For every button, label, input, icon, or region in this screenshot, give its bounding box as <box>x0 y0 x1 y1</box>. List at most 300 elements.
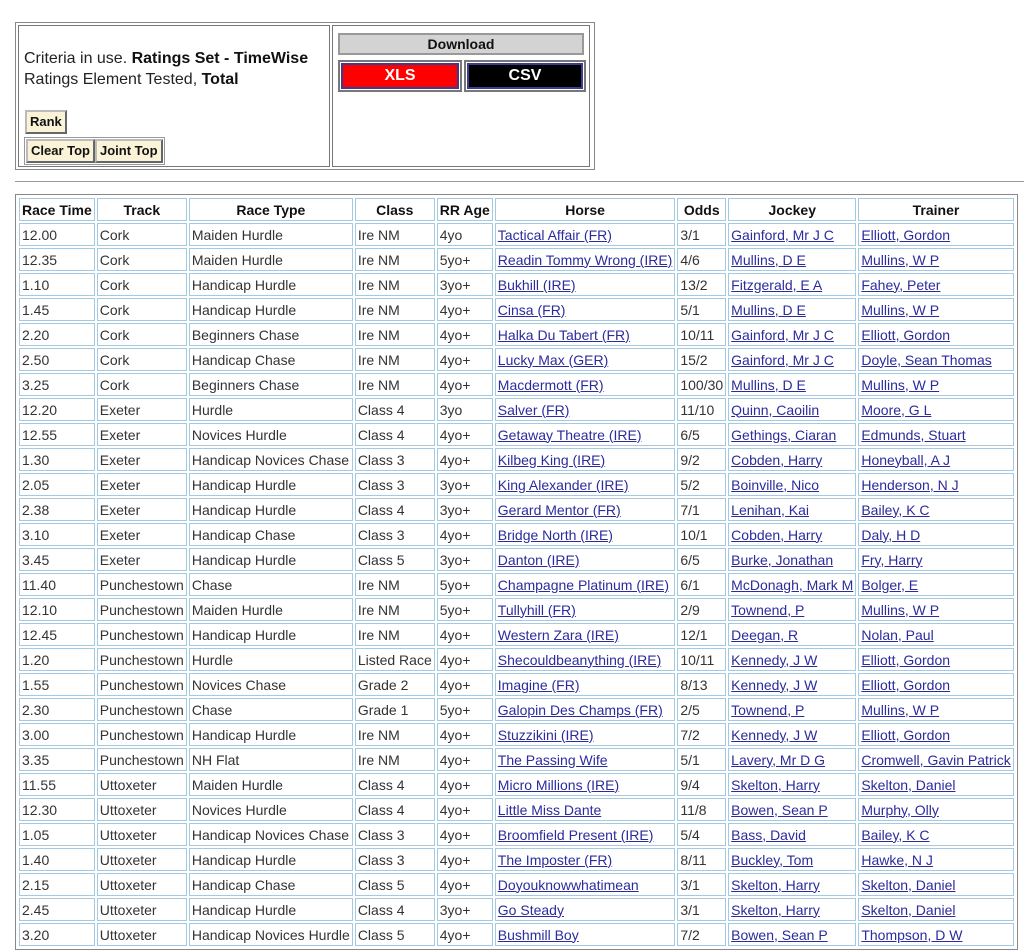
table-row <box>19 223 1014 246</box>
race-time-cell: 1.10 <box>19 273 95 296</box>
race-type-cell: Handicap Hurdle <box>189 498 353 521</box>
jockey-link[interactable]: Mullins, D E <box>731 251 806 268</box>
rr-age-cell: 4yo+ <box>437 423 493 446</box>
race-type-cell: Handicap Hurdle <box>189 848 353 871</box>
race-type-cell: Hurdle <box>189 398 353 421</box>
ratings-element-value: Total <box>201 71 239 88</box>
track-cell: Cork <box>97 223 187 246</box>
race-time-cell: 1.55 <box>19 673 95 696</box>
class-cell: Ire NM <box>355 223 435 246</box>
race-type-cell: Chase <box>189 573 353 596</box>
track-cell: Uttoxeter <box>97 798 187 821</box>
jockey-link[interactable]: Mullins, D E <box>731 376 806 393</box>
jockey-cell <box>728 448 856 471</box>
xls-button-frame <box>338 60 462 92</box>
track-cell: Uttoxeter <box>97 823 187 846</box>
horse-link[interactable]: Western Zara (IRE) <box>497 626 619 643</box>
trainer-cell <box>858 498 1013 521</box>
race-type-cell: Handicap Hurdle <box>189 898 353 921</box>
rr-age-cell: 4yo+ <box>437 523 493 546</box>
trainer-link[interactable]: Mullins, W P <box>861 376 940 393</box>
track-cell: Punchestown <box>97 598 187 621</box>
jockey-cell <box>728 648 856 671</box>
race-type-cell: Handicap Novices Chase <box>189 448 353 471</box>
odds-cell: 13/2 <box>677 273 726 296</box>
jockey-link[interactable]: Townend, P <box>731 601 805 618</box>
track-cell: Cork <box>97 273 187 296</box>
race-type-cell: Novices Chase <box>189 673 353 696</box>
odds-cell: 12/1 <box>677 623 726 646</box>
rr-age-cell: 4yo+ <box>437 648 493 671</box>
table-row <box>19 398 1014 421</box>
rr-age-cell: 4yo+ <box>437 673 493 696</box>
table-row <box>19 523 1014 546</box>
class-cell: Class 4 <box>355 423 435 446</box>
odds-cell: 10/1 <box>677 523 726 546</box>
table-row <box>19 273 1014 296</box>
trainer-cell <box>858 673 1013 696</box>
jockey-cell <box>728 573 856 596</box>
horse-cell <box>495 898 676 921</box>
jockey-cell <box>728 848 856 871</box>
column-header-track: Track <box>97 198 187 221</box>
class-cell: Class 3 <box>355 448 435 471</box>
table-row <box>19 848 1014 871</box>
track-cell: Punchestown <box>97 698 187 721</box>
rr-age-cell: 4yo+ <box>437 823 493 846</box>
trainer-link[interactable]: Edmunds, Stuart <box>861 426 966 443</box>
horse-cell <box>495 848 676 871</box>
horse-link[interactable]: Gerard Mentor (FR) <box>497 501 621 518</box>
trainer-link[interactable]: Elliott, Gordon <box>861 651 951 668</box>
trainer-link[interactable]: Mullins, W P <box>861 601 940 618</box>
clear-top-button[interactable]: Clear Top <box>26 139 95 163</box>
table-row <box>19 823 1014 846</box>
track-cell: Uttoxeter <box>97 848 187 871</box>
odds-cell: 6/1 <box>677 573 726 596</box>
track-cell: Exeter <box>97 473 187 496</box>
horse-link[interactable]: Cinsa (FR) <box>497 301 566 318</box>
jockey-link[interactable]: Bowen, Sean P <box>731 801 828 818</box>
race-time-cell: 2.38 <box>19 498 95 521</box>
race-type-cell: Novices Hurdle <box>189 423 353 446</box>
trainer-link[interactable]: Mullins, W P <box>861 251 940 268</box>
rr-age-cell: 3yo+ <box>437 498 493 521</box>
horse-link[interactable]: Broomfield Present (IRE) <box>497 826 654 843</box>
trainer-link[interactable]: Mullins, W P <box>861 701 940 718</box>
rr-age-cell: 4yo+ <box>437 298 493 321</box>
trainer-cell <box>858 398 1013 421</box>
jockey-cell <box>728 223 856 246</box>
race-type-cell: Handicap Hurdle <box>189 473 353 496</box>
race-type-cell: Maiden Hurdle <box>189 598 353 621</box>
column-header-race-type: Race Type <box>189 198 353 221</box>
rank-button[interactable]: Rank <box>25 110 67 134</box>
jockey-cell <box>728 723 856 746</box>
odds-cell: 8/13 <box>677 673 726 696</box>
race-time-cell: 2.30 <box>19 698 95 721</box>
trainer-link[interactable]: Elliott, Gordon <box>861 676 951 693</box>
horse-cell <box>495 573 676 596</box>
horse-link[interactable]: Galopin Des Champs (FR) <box>497 701 663 718</box>
criteria-line2-prefix: Ratings Element Tested, <box>24 71 202 88</box>
table-row <box>19 598 1014 621</box>
jockey-cell <box>728 823 856 846</box>
horse-cell <box>495 873 676 896</box>
rr-age-cell: 5yo+ <box>437 598 493 621</box>
horse-cell <box>495 448 676 471</box>
trainer-link[interactable]: Fahey, Peter <box>861 276 941 293</box>
xls-download-button[interactable]: XLS <box>341 63 459 89</box>
rr-age-cell: 3yo+ <box>437 273 493 296</box>
rr-age-cell: 3yo+ <box>437 473 493 496</box>
jockey-link[interactable]: Burke, Jonathan <box>731 551 834 568</box>
horse-cell <box>495 598 676 621</box>
odds-cell: 8/11 <box>677 848 726 871</box>
trainer-link[interactable]: Hawke, N J <box>861 851 933 868</box>
trainer-cell <box>858 448 1013 471</box>
jockey-cell <box>728 623 856 646</box>
class-cell: Ire NM <box>355 348 435 371</box>
class-cell: Ire NM <box>355 373 435 396</box>
race-type-cell: NH Flat <box>189 748 353 771</box>
race-type-cell: Handicap Hurdle <box>189 723 353 746</box>
odds-cell: 15/2 <box>677 348 726 371</box>
horse-link[interactable]: Danton (IRE) <box>497 551 580 568</box>
horse-cell <box>495 223 676 246</box>
horse-link[interactable]: Getaway Theatre (IRE) <box>497 426 642 443</box>
jockey-link[interactable]: Cobden, Harry <box>731 451 823 468</box>
track-cell: Uttoxeter <box>97 873 187 896</box>
trainer-cell <box>858 798 1013 821</box>
download-box <box>332 25 590 167</box>
trainer-cell <box>858 898 1013 921</box>
download-title: Download <box>338 33 584 55</box>
horse-cell <box>495 923 676 946</box>
jockey-cell <box>728 498 856 521</box>
table-row <box>19 498 1014 521</box>
table-row <box>19 298 1014 321</box>
jockey-link[interactable]: Gethings, Ciaran <box>731 426 837 443</box>
horse-link[interactable]: Bridge North (IRE) <box>497 526 613 543</box>
trainer-link[interactable]: Bailey, K C <box>861 826 930 843</box>
odds-cell: 5/1 <box>677 298 726 321</box>
race-time-cell: 3.00 <box>19 723 95 746</box>
jockey-cell <box>728 523 856 546</box>
class-cell: Ire NM <box>355 323 435 346</box>
track-cell: Cork <box>97 298 187 321</box>
rr-age-cell: 3yo+ <box>437 898 493 921</box>
race-time-cell: 12.55 <box>19 423 95 446</box>
top-buttons-group <box>24 137 165 165</box>
jockey-link[interactable]: Buckley, Tom <box>731 851 814 868</box>
race-type-cell: Handicap Chase <box>189 873 353 896</box>
jockey-link[interactable]: Bass, David <box>731 826 806 843</box>
jockey-link[interactable]: Lavery, Mr D G <box>731 751 826 768</box>
trainer-link[interactable]: Elliott, Gordon <box>861 326 951 343</box>
rr-age-cell: 4yo+ <box>437 723 493 746</box>
horse-link[interactable]: Micro Millions (IRE) <box>497 776 620 793</box>
race-time-cell: 1.20 <box>19 648 95 671</box>
race-type-cell: Handicap Chase <box>189 523 353 546</box>
horse-link[interactable]: Stuzzikini (IRE) <box>497 726 594 743</box>
jockey-link[interactable]: Gainford, Mr J C <box>731 351 834 368</box>
track-cell: Punchestown <box>97 648 187 671</box>
jockey-link[interactable]: McDonagh, Mark M <box>731 576 854 593</box>
horse-link[interactable]: Halka Du Tabert (FR) <box>497 326 630 343</box>
race-time-cell: 2.50 <box>19 348 95 371</box>
jockey-link[interactable]: Fitzgerald, E A <box>731 276 823 293</box>
jockey-link[interactable]: Skelton, Harry <box>731 876 820 893</box>
table-row <box>19 473 1014 496</box>
odds-cell: 2/5 <box>677 698 726 721</box>
class-cell: Class 4 <box>355 773 435 796</box>
race-time-cell: 11.40 <box>19 573 95 596</box>
jockey-link[interactable]: Gainford, Mr J C <box>731 326 834 343</box>
class-cell: Ire NM <box>355 723 435 746</box>
trainer-link[interactable]: Moore, G L <box>861 401 932 418</box>
jockey-link[interactable]: Kennedy, J W <box>731 726 818 743</box>
jockey-cell <box>728 673 856 696</box>
table-row <box>19 798 1014 821</box>
trainer-cell <box>858 473 1013 496</box>
trainer-link[interactable]: Henderson, N J <box>861 476 959 493</box>
jockey-link[interactable]: Lenihan, Kai <box>731 501 810 518</box>
trainer-link[interactable]: Mullins, W P <box>861 301 940 318</box>
track-cell: Exeter <box>97 498 187 521</box>
rr-age-cell: 4yo+ <box>437 848 493 871</box>
csv-button-frame <box>464 60 586 92</box>
race-time-cell: 2.45 <box>19 898 95 921</box>
race-time-cell: 3.45 <box>19 548 95 571</box>
jockey-cell <box>728 248 856 271</box>
race-time-cell: 1.45 <box>19 298 95 321</box>
trainer-link[interactable]: Daly, H D <box>861 526 921 543</box>
race-time-cell: 3.25 <box>19 373 95 396</box>
trainer-cell <box>858 523 1013 546</box>
rr-age-cell: 3yo <box>437 398 493 421</box>
trainer-link[interactable]: Nolan, Paul <box>861 626 934 643</box>
table-row <box>19 623 1014 646</box>
class-cell: Ire NM <box>355 273 435 296</box>
horse-link[interactable]: Bukhill (IRE) <box>497 276 576 293</box>
horse-cell <box>495 523 676 546</box>
odds-cell: 7/2 <box>677 923 726 946</box>
trainer-link[interactable]: Fry, Harry <box>861 551 923 568</box>
race-time-cell: 3.10 <box>19 523 95 546</box>
horse-cell <box>495 623 676 646</box>
odds-cell: 3/1 <box>677 873 726 896</box>
odds-cell: 4/6 <box>677 248 726 271</box>
class-cell: Class 3 <box>355 823 435 846</box>
horse-link[interactable]: Doyouknowwhatimean <box>497 876 639 893</box>
jockey-link[interactable]: Quinn, Caoilin <box>731 401 820 418</box>
trainer-link[interactable]: Cromwell, Gavin Patrick <box>861 751 1011 768</box>
race-type-cell: Hurdle <box>189 648 353 671</box>
horse-link[interactable]: Champagne Platinum (IRE) <box>497 576 669 593</box>
trainer-cell <box>858 623 1013 646</box>
ratings-set-value: Ratings Set - TimeWise <box>131 50 309 67</box>
horse-link[interactable]: Readin Tommy Wrong (IRE) <box>497 251 673 268</box>
horse-link[interactable]: Salver (FR) <box>497 401 570 418</box>
track-cell: Punchestown <box>97 573 187 596</box>
trainer-cell <box>858 423 1013 446</box>
csv-download-button[interactable]: CSV <box>467 63 583 89</box>
class-cell: Grade 1 <box>355 698 435 721</box>
trainer-link[interactable]: Skelton, Daniel <box>861 776 956 793</box>
jockey-cell <box>728 423 856 446</box>
horse-link[interactable]: Imagine (FR) <box>497 676 580 693</box>
horse-cell <box>495 398 676 421</box>
jockey-link[interactable]: Townend, P <box>731 701 805 718</box>
track-cell: Exeter <box>97 448 187 471</box>
jockey-link[interactable]: Cobden, Harry <box>731 526 823 543</box>
horse-link[interactable]: Little Miss Dante <box>497 801 602 818</box>
rr-age-cell: 4yo <box>437 223 493 246</box>
race-time-cell: 3.20 <box>19 923 95 946</box>
track-cell: Punchestown <box>97 723 187 746</box>
horse-link[interactable]: Bushmill Boy <box>497 926 579 943</box>
horse-link[interactable]: King Alexander (IRE) <box>497 476 629 493</box>
horse-cell <box>495 248 676 271</box>
jockey-link[interactable]: Deegan, R <box>731 626 799 643</box>
odds-cell: 3/1 <box>677 223 726 246</box>
horse-link[interactable]: Lucky Max (GER) <box>497 351 609 368</box>
track-cell: Exeter <box>97 548 187 571</box>
horse-link[interactable]: Macdermott (FR) <box>497 376 604 393</box>
horse-link[interactable]: Tactical Affair (FR) <box>497 226 612 243</box>
odds-cell: 100/30 <box>677 373 726 396</box>
odds-cell: 6/5 <box>677 548 726 571</box>
rr-age-cell: 5yo+ <box>437 698 493 721</box>
race-time-cell: 1.30 <box>19 448 95 471</box>
rr-age-cell: 4yo+ <box>437 348 493 371</box>
jockey-cell <box>728 373 856 396</box>
jockey-link[interactable]: Boinville, Nico <box>731 476 820 493</box>
race-time-cell: 12.00 <box>19 223 95 246</box>
jockey-cell <box>728 748 856 771</box>
jockey-link[interactable]: Gainford, Mr J C <box>731 226 834 243</box>
odds-cell: 9/2 <box>677 448 726 471</box>
rr-age-cell: 5yo+ <box>437 248 493 271</box>
race-type-cell: Beginners Chase <box>189 323 353 346</box>
trainer-link[interactable]: Skelton, Daniel <box>861 876 956 893</box>
jockey-link[interactable]: Skelton, Harry <box>731 901 820 918</box>
trainer-link[interactable]: Skelton, Daniel <box>861 901 956 918</box>
trainer-link[interactable]: Bolger, E <box>861 576 919 593</box>
trainer-cell <box>858 223 1013 246</box>
race-type-cell: Handicap Novices Chase <box>189 823 353 846</box>
class-cell: Listed Race <box>355 648 435 671</box>
rr-age-cell: 5yo+ <box>437 573 493 596</box>
jockey-cell <box>728 323 856 346</box>
rr-age-cell: 4yo+ <box>437 873 493 896</box>
trainer-cell <box>858 273 1013 296</box>
criteria-line1-prefix: Criteria in use. <box>24 50 132 67</box>
race-time-cell: 1.05 <box>19 823 95 846</box>
table-row <box>19 673 1014 696</box>
trainer-link[interactable]: Murphy, Olly <box>861 801 939 818</box>
horse-cell <box>495 323 676 346</box>
jockey-link[interactable]: Kennedy, J W <box>731 676 818 693</box>
jockey-cell <box>728 348 856 371</box>
trainer-link[interactable]: Honeyball, A J <box>861 451 951 468</box>
jockey-link[interactable]: Skelton, Harry <box>731 776 820 793</box>
jockey-cell <box>728 923 856 946</box>
race-type-cell: Handicap Hurdle <box>189 298 353 321</box>
horse-cell <box>495 673 676 696</box>
track-cell: Punchestown <box>97 623 187 646</box>
track-cell: Uttoxeter <box>97 923 187 946</box>
horse-link[interactable]: Kilbeg King (IRE) <box>497 451 606 468</box>
jockey-cell <box>728 548 856 571</box>
class-cell: Class 3 <box>355 848 435 871</box>
joint-top-button[interactable]: Joint Top <box>95 139 163 163</box>
class-cell: Class 5 <box>355 923 435 946</box>
track-cell: Exeter <box>97 523 187 546</box>
horse-cell <box>495 698 676 721</box>
odds-cell: 7/2 <box>677 723 726 746</box>
results-table-frame <box>15 194 1018 950</box>
jockey-link[interactable]: Bowen, Sean P <box>731 926 828 943</box>
jockey-link[interactable]: Mullins, D E <box>731 301 806 318</box>
trainer-cell <box>858 873 1013 896</box>
trainer-link[interactable]: Doyle, Sean Thomas <box>861 351 992 368</box>
track-cell: Cork <box>97 323 187 346</box>
race-time-cell: 2.20 <box>19 323 95 346</box>
class-cell: Class 4 <box>355 498 435 521</box>
rr-age-cell: 4yo+ <box>437 923 493 946</box>
horse-link[interactable]: Go Steady <box>497 901 564 918</box>
trainer-link[interactable]: Elliott, Gordon <box>861 226 951 243</box>
rr-age-cell: 4yo+ <box>437 448 493 471</box>
class-cell: Grade 2 <box>355 673 435 696</box>
table-row <box>19 898 1014 921</box>
table-row <box>19 348 1014 371</box>
race-type-cell: Maiden Hurdle <box>189 773 353 796</box>
column-header-horse: Horse <box>495 198 676 221</box>
race-type-cell: Handicap Hurdle <box>189 623 353 646</box>
track-cell: Punchestown <box>97 673 187 696</box>
horse-cell <box>495 648 676 671</box>
odds-cell: 5/4 <box>677 823 726 846</box>
horse-cell <box>495 773 676 796</box>
horse-link[interactable]: Tullyhill (FR) <box>497 601 576 618</box>
horse-cell <box>495 423 676 446</box>
jockey-link[interactable]: Kennedy, J W <box>731 651 818 668</box>
horse-link[interactable]: The Imposter (FR) <box>497 851 613 868</box>
table-body <box>19 223 1014 946</box>
trainer-cell <box>858 848 1013 871</box>
horse-cell <box>495 798 676 821</box>
class-cell: Class 5 <box>355 548 435 571</box>
horse-link[interactable]: Shecouldbeanything (IRE) <box>497 651 662 668</box>
track-cell: Cork <box>97 248 187 271</box>
race-type-cell: Novices Hurdle <box>189 798 353 821</box>
horse-cell <box>495 723 676 746</box>
jockey-cell <box>728 698 856 721</box>
trainer-cell <box>858 373 1013 396</box>
trainer-cell <box>858 748 1013 771</box>
trainer-link[interactable]: Bailey, K C <box>861 501 930 518</box>
table-row <box>19 548 1014 571</box>
track-cell: Punchestown <box>97 748 187 771</box>
horse-link[interactable]: The Passing Wife <box>497 751 608 768</box>
column-header-class: Class <box>355 198 435 221</box>
race-time-cell: 12.30 <box>19 798 95 821</box>
trainer-link[interactable]: Thompson, D W <box>861 926 963 943</box>
trainer-link[interactable]: Elliott, Gordon <box>861 726 951 743</box>
